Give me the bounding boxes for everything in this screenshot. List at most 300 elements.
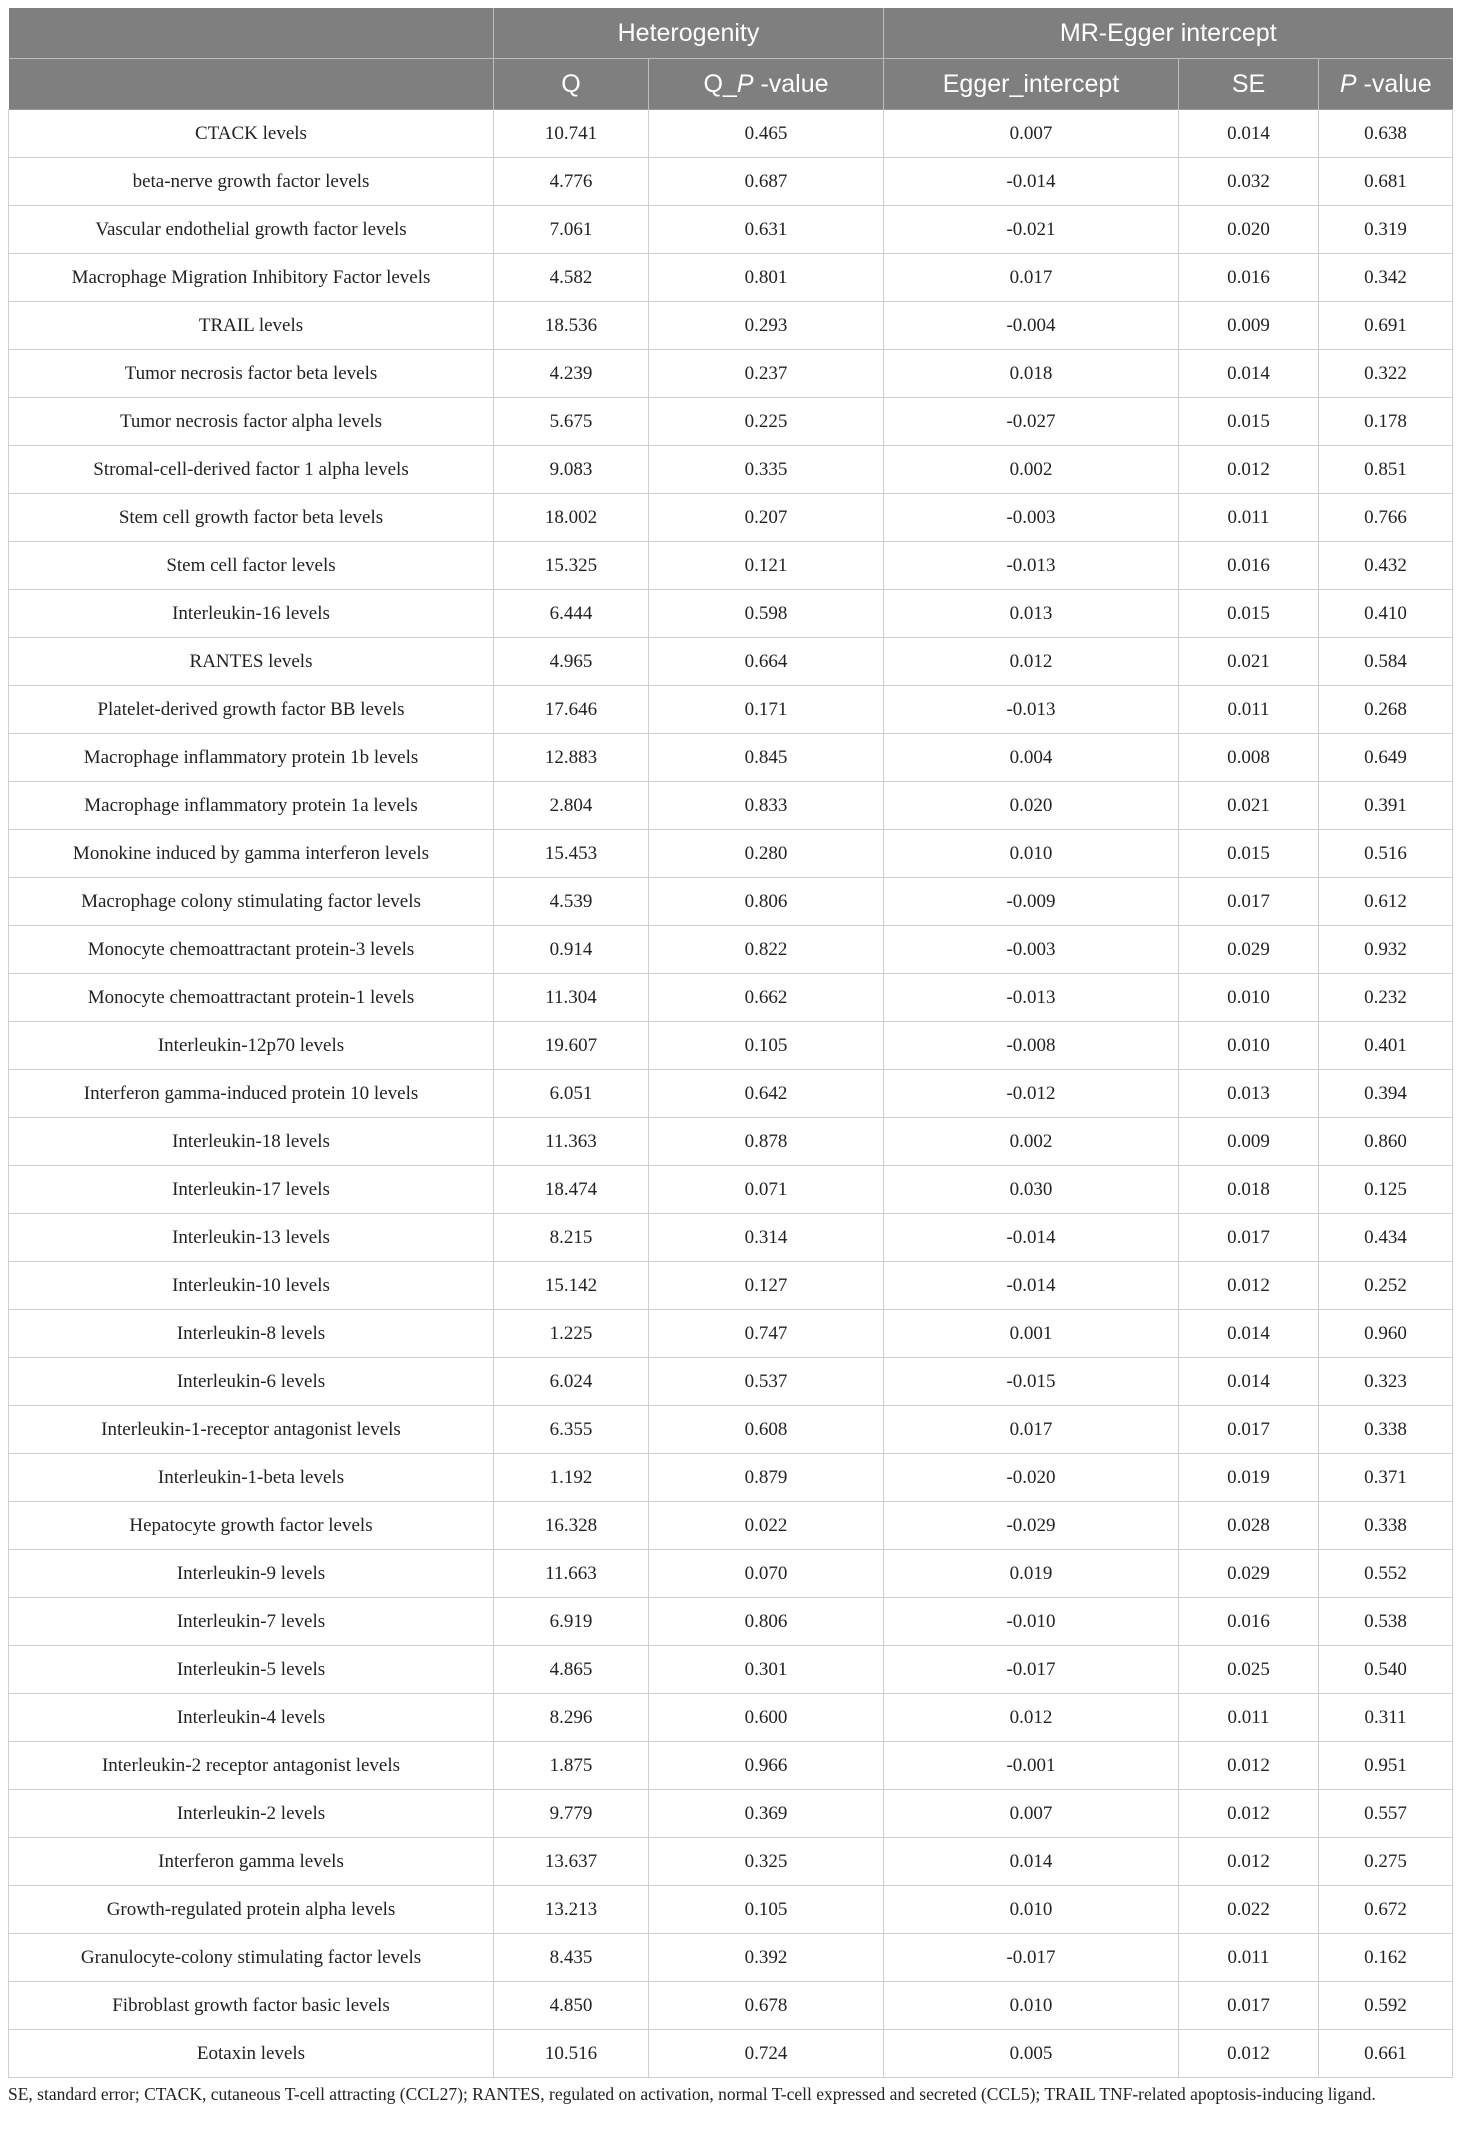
exposure-name-cell: Interleukin-12p70 levels xyxy=(9,1022,494,1070)
se-cell: 0.009 xyxy=(1179,1118,1319,1166)
egger-intercept-cell: -0.029 xyxy=(884,1502,1179,1550)
q-cell: 1.225 xyxy=(494,1310,649,1358)
q-p-value-cell: 0.747 xyxy=(649,1310,884,1358)
egger-intercept-cell: 0.002 xyxy=(884,446,1179,494)
table-row xyxy=(9,254,1453,302)
q-p-value-cell: 0.022 xyxy=(649,1502,884,1550)
egger-intercept-cell: 0.017 xyxy=(884,1406,1179,1454)
q-cell: 8.215 xyxy=(494,1214,649,1262)
egger-intercept-cell: 0.030 xyxy=(884,1166,1179,1214)
egger-intercept-cell: 0.010 xyxy=(884,1982,1179,2030)
q-cell: 7.061 xyxy=(494,206,649,254)
table-row xyxy=(9,1790,1453,1838)
exposure-name-cell: Interleukin-9 levels xyxy=(9,1550,494,1598)
table-body xyxy=(9,110,1453,2078)
table-row xyxy=(9,782,1453,830)
se-cell: 0.015 xyxy=(1179,830,1319,878)
header-se: SE xyxy=(1179,59,1319,110)
egger-intercept-cell: -0.003 xyxy=(884,926,1179,974)
p-value-cell: 0.691 xyxy=(1319,302,1453,350)
p-value-cell: 0.638 xyxy=(1319,110,1453,158)
egger-intercept-cell: 0.019 xyxy=(884,1550,1179,1598)
header-q-p-italic: P xyxy=(736,69,754,98)
q-cell: 6.444 xyxy=(494,590,649,638)
exposure-name-cell: Interleukin-18 levels xyxy=(9,1118,494,1166)
table-row xyxy=(9,878,1453,926)
q-cell: 13.637 xyxy=(494,1838,649,1886)
p-value-cell: 0.434 xyxy=(1319,1214,1453,1262)
se-cell: 0.012 xyxy=(1179,1838,1319,1886)
q-p-value-cell: 0.071 xyxy=(649,1166,884,1214)
q-p-value-cell: 0.105 xyxy=(649,1886,884,1934)
exposure-name-cell: Interleukin-17 levels xyxy=(9,1166,494,1214)
q-cell: 4.539 xyxy=(494,878,649,926)
p-value-cell: 0.162 xyxy=(1319,1934,1453,1982)
exposure-name-cell: Stem cell factor levels xyxy=(9,542,494,590)
se-cell: 0.012 xyxy=(1179,1262,1319,1310)
table-row xyxy=(9,830,1453,878)
header-group-row xyxy=(9,8,1453,59)
q-p-value-cell: 0.105 xyxy=(649,1022,884,1070)
egger-intercept-cell: -0.013 xyxy=(884,686,1179,734)
q-cell: 8.435 xyxy=(494,1934,649,1982)
se-cell: 0.029 xyxy=(1179,926,1319,974)
q-cell: 4.965 xyxy=(494,638,649,686)
table-row xyxy=(9,1550,1453,1598)
exposure-name-cell: Interferon gamma-induced protein 10 levels xyxy=(9,1070,494,1118)
q-cell: 17.646 xyxy=(494,686,649,734)
egger-intercept-cell: -0.014 xyxy=(884,1262,1179,1310)
q-p-value-cell: 0.537 xyxy=(649,1358,884,1406)
q-p-value-cell: 0.127 xyxy=(649,1262,884,1310)
egger-intercept-cell: -0.020 xyxy=(884,1454,1179,1502)
table-row xyxy=(9,1454,1453,1502)
q-p-value-cell: 0.806 xyxy=(649,1598,884,1646)
table-row xyxy=(9,494,1453,542)
exposure-name-cell: Macrophage inflammatory protein 1b levels xyxy=(9,734,494,782)
q-cell: 10.516 xyxy=(494,2030,649,2078)
egger-intercept-cell: -0.012 xyxy=(884,1070,1179,1118)
se-cell: 0.009 xyxy=(1179,302,1319,350)
exposure-name-cell: Fibroblast growth factor basic levels xyxy=(9,1982,494,2030)
q-p-value-cell: 0.171 xyxy=(649,686,884,734)
exposure-name-cell: Interleukin-8 levels xyxy=(9,1310,494,1358)
egger-intercept-cell: -0.021 xyxy=(884,206,1179,254)
table-row xyxy=(9,1118,1453,1166)
se-cell: 0.025 xyxy=(1179,1646,1319,1694)
se-cell: 0.016 xyxy=(1179,1598,1319,1646)
q-cell: 6.919 xyxy=(494,1598,649,1646)
exposure-name-cell: beta-nerve growth factor levels xyxy=(9,158,494,206)
header-q-p-suffix: -value xyxy=(753,69,829,98)
q-cell: 16.328 xyxy=(494,1502,649,1550)
q-p-value-cell: 0.878 xyxy=(649,1118,884,1166)
q-cell: 11.363 xyxy=(494,1118,649,1166)
header-egger-intercept: Egger_intercept xyxy=(884,59,1179,110)
egger-intercept-cell: 0.010 xyxy=(884,830,1179,878)
q-cell: 4.239 xyxy=(494,350,649,398)
p-value-cell: 0.681 xyxy=(1319,158,1453,206)
se-cell: 0.008 xyxy=(1179,734,1319,782)
table-row xyxy=(9,1982,1453,2030)
q-p-value-cell: 0.598 xyxy=(649,590,884,638)
exposure-name-cell: Interleukin-16 levels xyxy=(9,590,494,638)
se-cell: 0.010 xyxy=(1179,1022,1319,1070)
q-cell: 10.741 xyxy=(494,110,649,158)
exposure-name-cell: Interleukin-7 levels xyxy=(9,1598,494,1646)
p-value-cell: 0.557 xyxy=(1319,1790,1453,1838)
q-cell: 15.142 xyxy=(494,1262,649,1310)
egger-intercept-cell: -0.014 xyxy=(884,1214,1179,1262)
q-p-value-cell: 0.600 xyxy=(649,1694,884,1742)
p-value-cell: 0.268 xyxy=(1319,686,1453,734)
egger-intercept-cell: -0.004 xyxy=(884,302,1179,350)
table-row xyxy=(9,590,1453,638)
se-cell: 0.029 xyxy=(1179,1550,1319,1598)
table-footnote: SE, standard error; CTACK, cutaneous T-cell attracting (CCL27); RANTES, regulated on activation, normal T-cell expressed and secreted (CCL5); TRAIL TNF-related apoptosis-inducing ligand. xyxy=(8,2084,1376,2104)
exposure-name-cell: RANTES levels xyxy=(9,638,494,686)
p-value-cell: 0.612 xyxy=(1319,878,1453,926)
table-row xyxy=(9,1502,1453,1550)
se-cell: 0.016 xyxy=(1179,542,1319,590)
table-row xyxy=(9,158,1453,206)
exposure-name-cell: Tumor necrosis factor alpha levels xyxy=(9,398,494,446)
p-value-cell: 0.432 xyxy=(1319,542,1453,590)
p-value-cell: 0.371 xyxy=(1319,1454,1453,1502)
p-value-cell: 0.178 xyxy=(1319,398,1453,446)
egger-intercept-cell: -0.017 xyxy=(884,1646,1179,1694)
se-cell: 0.012 xyxy=(1179,1742,1319,1790)
q-cell: 4.582 xyxy=(494,254,649,302)
p-value-cell: 0.649 xyxy=(1319,734,1453,782)
q-p-value-cell: 0.369 xyxy=(649,1790,884,1838)
exposure-name-cell: Macrophage inflammatory protein 1a levels xyxy=(9,782,494,830)
table-header xyxy=(9,8,1453,110)
exposure-name-cell: TRAIL levels xyxy=(9,302,494,350)
p-value-cell: 0.584 xyxy=(1319,638,1453,686)
table-row xyxy=(9,1070,1453,1118)
q-cell: 15.325 xyxy=(494,542,649,590)
p-value-cell: 0.401 xyxy=(1319,1022,1453,1070)
q-p-value-cell: 0.335 xyxy=(649,446,884,494)
header-heterogeneity: Heterogenity xyxy=(494,8,884,59)
exposure-name-cell: Interleukin-4 levels xyxy=(9,1694,494,1742)
p-value-cell: 0.342 xyxy=(1319,254,1453,302)
p-value-cell: 0.410 xyxy=(1319,590,1453,638)
egger-intercept-cell: 0.013 xyxy=(884,590,1179,638)
p-value-cell: 0.311 xyxy=(1319,1694,1453,1742)
p-value-cell: 0.338 xyxy=(1319,1406,1453,1454)
exposure-name-cell: Interleukin-2 levels xyxy=(9,1790,494,1838)
table-row xyxy=(9,110,1453,158)
q-cell: 6.355 xyxy=(494,1406,649,1454)
p-value-cell: 0.319 xyxy=(1319,206,1453,254)
exposure-name-cell: Vascular endothelial growth factor levels xyxy=(9,206,494,254)
q-p-value-cell: 0.879 xyxy=(649,1454,884,1502)
table-row xyxy=(9,350,1453,398)
header-blank-cell xyxy=(9,59,494,110)
q-p-value-cell: 0.301 xyxy=(649,1646,884,1694)
q-p-value-cell: 0.664 xyxy=(649,638,884,686)
p-value-cell: 0.391 xyxy=(1319,782,1453,830)
header-p-italic: P xyxy=(1339,69,1357,98)
egger-intercept-cell: 0.001 xyxy=(884,1310,1179,1358)
egger-intercept-cell: 0.005 xyxy=(884,2030,1179,2078)
se-cell: 0.012 xyxy=(1179,1790,1319,1838)
results-table xyxy=(8,8,1453,2078)
egger-intercept-cell: 0.012 xyxy=(884,1694,1179,1742)
q-cell: 18.474 xyxy=(494,1166,649,1214)
table-row xyxy=(9,1262,1453,1310)
egger-intercept-cell: -0.013 xyxy=(884,974,1179,1022)
q-cell: 4.776 xyxy=(494,158,649,206)
p-value-cell: 0.672 xyxy=(1319,1886,1453,1934)
p-value-cell: 0.851 xyxy=(1319,446,1453,494)
q-p-value-cell: 0.687 xyxy=(649,158,884,206)
table-row xyxy=(9,1646,1453,1694)
q-cell: 15.453 xyxy=(494,830,649,878)
table-row xyxy=(9,686,1453,734)
se-cell: 0.011 xyxy=(1179,1934,1319,1982)
table-row xyxy=(9,1406,1453,1454)
se-cell: 0.013 xyxy=(1179,1070,1319,1118)
table-row xyxy=(9,1886,1453,1934)
q-cell: 6.024 xyxy=(494,1358,649,1406)
se-cell: 0.017 xyxy=(1179,878,1319,926)
p-value-cell: 0.960 xyxy=(1319,1310,1453,1358)
egger-intercept-cell: 0.002 xyxy=(884,1118,1179,1166)
q-p-value-cell: 0.207 xyxy=(649,494,884,542)
q-cell: 11.304 xyxy=(494,974,649,1022)
q-p-value-cell: 0.608 xyxy=(649,1406,884,1454)
q-p-value-cell: 0.724 xyxy=(649,2030,884,2078)
q-cell: 2.804 xyxy=(494,782,649,830)
exposure-name-cell: Hepatocyte growth factor levels xyxy=(9,1502,494,1550)
egger-intercept-cell: -0.003 xyxy=(884,494,1179,542)
se-cell: 0.010 xyxy=(1179,974,1319,1022)
header-column-row xyxy=(9,59,1453,110)
p-value-cell: 0.394 xyxy=(1319,1070,1453,1118)
se-cell: 0.014 xyxy=(1179,1310,1319,1358)
q-p-value-cell: 0.280 xyxy=(649,830,884,878)
se-cell: 0.019 xyxy=(1179,1454,1319,1502)
se-cell: 0.016 xyxy=(1179,254,1319,302)
table-row xyxy=(9,1214,1453,1262)
table-row xyxy=(9,1310,1453,1358)
exposure-name-cell: Growth-regulated protein alpha levels xyxy=(9,1886,494,1934)
exposure-name-cell: Granulocyte-colony stimulating factor levels xyxy=(9,1934,494,1982)
egger-intercept-cell: 0.007 xyxy=(884,1790,1179,1838)
p-value-cell: 0.232 xyxy=(1319,974,1453,1022)
se-cell: 0.022 xyxy=(1179,1886,1319,1934)
p-value-cell: 0.125 xyxy=(1319,1166,1453,1214)
q-p-value-cell: 0.314 xyxy=(649,1214,884,1262)
exposure-name-cell: Interleukin-2 receptor antagonist levels xyxy=(9,1742,494,1790)
egger-intercept-cell: 0.004 xyxy=(884,734,1179,782)
exposure-name-cell: Monocyte chemoattractant protein-3 levels xyxy=(9,926,494,974)
table-row xyxy=(9,1022,1453,1070)
table-row xyxy=(9,1742,1453,1790)
p-value-cell: 0.338 xyxy=(1319,1502,1453,1550)
exposure-name-cell: Stromal-cell-derived factor 1 alpha levels xyxy=(9,446,494,494)
exposure-name-cell: Interleukin-1-receptor antagonist levels xyxy=(9,1406,494,1454)
q-p-value-cell: 0.966 xyxy=(649,1742,884,1790)
q-cell: 19.607 xyxy=(494,1022,649,1070)
table-row xyxy=(9,1358,1453,1406)
exposure-name-cell: Interleukin-1-beta levels xyxy=(9,1454,494,1502)
q-p-value-cell: 0.631 xyxy=(649,206,884,254)
egger-intercept-cell: 0.007 xyxy=(884,110,1179,158)
egger-intercept-cell: 0.014 xyxy=(884,1838,1179,1886)
exposure-name-cell: Macrophage Migration Inhibitory Factor levels xyxy=(9,254,494,302)
exposure-name-cell: Interleukin-10 levels xyxy=(9,1262,494,1310)
q-p-value-cell: 0.325 xyxy=(649,1838,884,1886)
p-value-cell: 0.951 xyxy=(1319,1742,1453,1790)
header-q-p-value xyxy=(649,59,884,110)
p-value-cell: 0.538 xyxy=(1319,1598,1453,1646)
q-p-value-cell: 0.392 xyxy=(649,1934,884,1982)
egger-intercept-cell: -0.010 xyxy=(884,1598,1179,1646)
q-p-value-cell: 0.662 xyxy=(649,974,884,1022)
egger-intercept-cell: -0.013 xyxy=(884,542,1179,590)
q-p-value-cell: 0.642 xyxy=(649,1070,884,1118)
se-cell: 0.011 xyxy=(1179,494,1319,542)
p-value-cell: 0.860 xyxy=(1319,1118,1453,1166)
se-cell: 0.014 xyxy=(1179,110,1319,158)
q-cell: 4.850 xyxy=(494,1982,649,2030)
exposure-name-cell: Interleukin-13 levels xyxy=(9,1214,494,1262)
egger-intercept-cell: -0.014 xyxy=(884,158,1179,206)
se-cell: 0.021 xyxy=(1179,638,1319,686)
se-cell: 0.011 xyxy=(1179,1694,1319,1742)
se-cell: 0.015 xyxy=(1179,590,1319,638)
egger-intercept-cell: 0.018 xyxy=(884,350,1179,398)
q-cell: 12.883 xyxy=(494,734,649,782)
q-cell: 9.779 xyxy=(494,1790,649,1838)
header-q-p-prefix: Q_ xyxy=(703,69,737,98)
q-p-value-cell: 0.225 xyxy=(649,398,884,446)
egger-intercept-cell: -0.017 xyxy=(884,1934,1179,1982)
se-cell: 0.017 xyxy=(1179,1214,1319,1262)
p-value-cell: 0.540 xyxy=(1319,1646,1453,1694)
exposure-name-cell: Monocyte chemoattractant protein-1 levels xyxy=(9,974,494,1022)
q-p-value-cell: 0.678 xyxy=(649,1982,884,2030)
table-row xyxy=(9,542,1453,590)
p-value-cell: 0.661 xyxy=(1319,2030,1453,2078)
se-cell: 0.018 xyxy=(1179,1166,1319,1214)
q-cell: 18.002 xyxy=(494,494,649,542)
table-row xyxy=(9,734,1453,782)
table-row xyxy=(9,1838,1453,1886)
exposure-name-cell: Monokine induced by gamma interferon levels xyxy=(9,830,494,878)
se-cell: 0.015 xyxy=(1179,398,1319,446)
p-value-cell: 0.322 xyxy=(1319,350,1453,398)
header-p-suffix: -value xyxy=(1356,69,1432,98)
q-cell: 9.083 xyxy=(494,446,649,494)
q-cell: 5.675 xyxy=(494,398,649,446)
se-cell: 0.012 xyxy=(1179,446,1319,494)
exposure-name-cell: Interferon gamma levels xyxy=(9,1838,494,1886)
table-row xyxy=(9,974,1453,1022)
q-p-value-cell: 0.822 xyxy=(649,926,884,974)
table-row xyxy=(9,638,1453,686)
exposure-name-cell: Stem cell growth factor beta levels xyxy=(9,494,494,542)
exposure-name-cell: Macrophage colony stimulating factor levels xyxy=(9,878,494,926)
egger-intercept-cell: -0.001 xyxy=(884,1742,1179,1790)
header-mr-egger: MR-Egger intercept xyxy=(884,8,1453,59)
egger-intercept-cell: -0.015 xyxy=(884,1358,1179,1406)
results-table-container xyxy=(8,8,1452,2105)
p-value-cell: 0.766 xyxy=(1319,494,1453,542)
se-cell: 0.014 xyxy=(1179,1358,1319,1406)
exposure-name-cell: Eotaxin levels xyxy=(9,2030,494,2078)
exposure-name-cell: Tumor necrosis factor beta levels xyxy=(9,350,494,398)
egger-intercept-cell: 0.020 xyxy=(884,782,1179,830)
q-cell: 0.914 xyxy=(494,926,649,974)
table-row xyxy=(9,206,1453,254)
p-value-cell: 0.592 xyxy=(1319,1982,1453,2030)
table-row xyxy=(9,1598,1453,1646)
q-p-value-cell: 0.121 xyxy=(649,542,884,590)
se-cell: 0.017 xyxy=(1179,1406,1319,1454)
q-p-value-cell: 0.801 xyxy=(649,254,884,302)
table-row xyxy=(9,1694,1453,1742)
q-p-value-cell: 0.237 xyxy=(649,350,884,398)
table-row xyxy=(9,926,1453,974)
table-row xyxy=(9,446,1453,494)
header-blank-cell xyxy=(9,8,494,59)
header-p-value xyxy=(1319,59,1453,110)
egger-intercept-cell: -0.027 xyxy=(884,398,1179,446)
q-cell: 13.213 xyxy=(494,1886,649,1934)
p-value-cell: 0.516 xyxy=(1319,830,1453,878)
exposure-name-cell: Interleukin-5 levels xyxy=(9,1646,494,1694)
q-p-value-cell: 0.845 xyxy=(649,734,884,782)
q-p-value-cell: 0.070 xyxy=(649,1550,884,1598)
se-cell: 0.014 xyxy=(1179,350,1319,398)
p-value-cell: 0.552 xyxy=(1319,1550,1453,1598)
p-value-cell: 0.323 xyxy=(1319,1358,1453,1406)
se-cell: 0.032 xyxy=(1179,158,1319,206)
header-q: Q xyxy=(494,59,649,110)
se-cell: 0.020 xyxy=(1179,206,1319,254)
q-cell: 18.536 xyxy=(494,302,649,350)
exposure-name-cell: CTACK levels xyxy=(9,110,494,158)
q-cell: 1.192 xyxy=(494,1454,649,1502)
q-cell: 6.051 xyxy=(494,1070,649,1118)
se-cell: 0.021 xyxy=(1179,782,1319,830)
table-row xyxy=(9,302,1453,350)
q-p-value-cell: 0.833 xyxy=(649,782,884,830)
egger-intercept-cell: 0.017 xyxy=(884,254,1179,302)
q-cell: 1.875 xyxy=(494,1742,649,1790)
p-value-cell: 0.932 xyxy=(1319,926,1453,974)
exposure-name-cell: Platelet-derived growth factor BB levels xyxy=(9,686,494,734)
table-row xyxy=(9,1934,1453,1982)
q-p-value-cell: 0.293 xyxy=(649,302,884,350)
se-cell: 0.017 xyxy=(1179,1982,1319,2030)
q-p-value-cell: 0.465 xyxy=(649,110,884,158)
se-cell: 0.028 xyxy=(1179,1502,1319,1550)
q-p-value-cell: 0.806 xyxy=(649,878,884,926)
egger-intercept-cell: -0.008 xyxy=(884,1022,1179,1070)
table-row xyxy=(9,1166,1453,1214)
egger-intercept-cell: 0.010 xyxy=(884,1886,1179,1934)
q-cell: 4.865 xyxy=(494,1646,649,1694)
egger-intercept-cell: 0.012 xyxy=(884,638,1179,686)
table-row xyxy=(9,398,1453,446)
q-cell: 11.663 xyxy=(494,1550,649,1598)
